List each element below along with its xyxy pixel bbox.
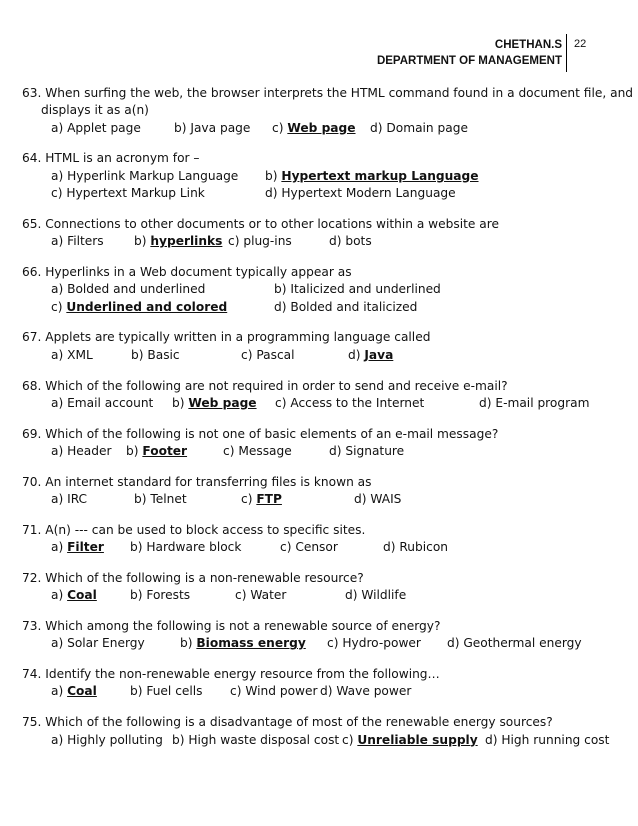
question-64	[22, 150, 622, 202]
option-b: b) Italicized and underlined	[274, 282, 441, 297]
options-row	[22, 587, 622, 604]
question-text-cont: displays it as a(n)	[41, 103, 149, 118]
options-row-2	[22, 299, 622, 316]
option-d: d) Signature	[329, 444, 405, 459]
question-text: 73. Which among the following is not a renewable source of energy?	[22, 618, 441, 633]
correct-answer: Web page	[287, 120, 356, 135]
page-header	[377, 37, 562, 69]
option-c: c) Hypertext Markup Link	[51, 186, 205, 201]
question-68	[22, 378, 622, 413]
option-a: a) Coal	[51, 588, 97, 603]
option-d: d) WAIS	[354, 492, 402, 507]
option-d: d) High running cost	[485, 732, 610, 747]
question-text: 68. Which of the following are not required in order to send and receive e-mail?	[22, 378, 508, 393]
option-b: b) Basic	[131, 347, 180, 362]
option-d: d) Bolded and italicized	[274, 299, 418, 314]
question-text: 74. Identify the non-renewable energy resource from the following…	[22, 667, 440, 682]
option-b: b) Biomass energy	[180, 636, 306, 651]
options-row	[22, 443, 622, 460]
question-list	[22, 85, 634, 762]
option-c: c) Message	[223, 444, 292, 459]
option-d: d) bots	[329, 234, 372, 249]
question-text: 67. Applets are typically written in a programming language called	[22, 330, 431, 345]
options-row-1	[22, 281, 622, 298]
option-a: a) Coal	[51, 684, 97, 699]
options-row	[22, 635, 622, 652]
correct-answer: Coal	[67, 588, 97, 603]
department-name: DEPARTMENT OF MANAGEMENT	[376, 55, 562, 67]
question-text: 71. A(n) --- can be used to block access to specific sites.	[22, 522, 366, 537]
option-b: b) Footer	[126, 444, 188, 459]
options-row	[22, 732, 622, 749]
question-66	[22, 264, 622, 316]
option-c: c) Wind power	[230, 684, 318, 699]
correct-answer: FTP	[256, 492, 282, 507]
option-a: a) Filters	[51, 234, 104, 249]
option-c: c) Underlined and colored	[51, 299, 228, 314]
correct-answer: Underlined and colored	[66, 299, 228, 314]
option-c: c) Unreliable supply	[342, 732, 478, 747]
options-row	[22, 347, 622, 364]
question-text: 70. An internet standard for transferring files is known as	[22, 474, 372, 489]
question-67	[22, 329, 622, 364]
question-text: 66. Hyperlinks in a Web document typically appear as	[22, 265, 352, 280]
correct-answer: Hypertext markup Language	[281, 168, 479, 183]
header-divider	[566, 34, 567, 72]
option-d: d) Geothermal energy	[447, 636, 582, 651]
correct-answer: Web page	[188, 395, 257, 410]
correct-answer: Coal	[67, 684, 97, 699]
option-b: b) hyperlinks	[134, 234, 223, 249]
option-b: b) Java page	[174, 120, 251, 135]
option-c: c) Access to the Internet	[275, 395, 425, 410]
option-a: a) Solar Energy	[51, 636, 145, 651]
option-a: a) Header	[51, 444, 112, 459]
correct-answer: Unreliable supply	[357, 732, 478, 747]
option-a: a) Bolded and underlined	[51, 282, 206, 297]
question-70	[22, 474, 622, 509]
option-c: c) plug-ins	[228, 234, 292, 249]
option-b: b) Hypertext markup Language	[265, 168, 479, 183]
correct-answer: hyperlinks	[150, 234, 223, 249]
question-text: 75. Which of the following is a disadvantage of most of the renewable energy sources?	[22, 715, 553, 730]
option-a: a) Hyperlink Markup Language	[51, 168, 239, 183]
options-row	[22, 683, 622, 700]
option-c: c) Hydro-power	[327, 636, 421, 651]
question-72	[22, 570, 622, 605]
question-71	[22, 522, 622, 557]
question-text: 63. When surfing the web, the browser interprets the HTML command found in a document file, and	[22, 86, 634, 100]
option-c: c) Censor	[280, 540, 338, 555]
correct-answer: Footer	[142, 444, 188, 459]
option-a: a) Email account	[51, 395, 154, 410]
options-row	[22, 395, 622, 412]
option-c: c) Water	[235, 588, 287, 603]
option-d: d) E-mail program	[479, 395, 590, 410]
question-63	[22, 85, 634, 137]
options-row-2	[22, 185, 622, 202]
question-73	[22, 618, 622, 653]
question-text: 64. HTML is an acronym for –	[22, 151, 200, 166]
option-c: c) FTP	[241, 492, 282, 507]
option-b: b) High waste disposal cost	[172, 732, 340, 747]
option-c: c) Pascal	[241, 347, 295, 362]
question-text: 72. Which of the following is a non-renewable resource?	[22, 570, 364, 585]
question-75	[22, 714, 622, 749]
option-d: d) Domain page	[370, 120, 468, 135]
page-number: 22	[574, 38, 587, 50]
correct-answer: Biomass energy	[196, 636, 306, 651]
option-b: b) Web page	[172, 395, 257, 410]
correct-answer: Java	[364, 347, 394, 362]
options-row-1	[22, 168, 622, 185]
option-d: d) Rubicon	[383, 540, 449, 555]
options-row	[22, 233, 622, 250]
question-69	[22, 426, 622, 461]
option-d: d) Hypertext Modern Language	[265, 186, 456, 201]
options-row	[22, 491, 622, 508]
question-text: 65. Connections to other documents or to other locations within a website are	[22, 216, 499, 231]
option-a: a) XML	[51, 347, 93, 362]
option-b: b) Hardware block	[130, 540, 242, 555]
option-b: b) Fuel cells	[130, 684, 203, 699]
question-text: 69. Which of the following is not one of basic elements of an e-mail message?	[22, 426, 499, 441]
option-d: d) Java	[348, 347, 394, 362]
option-a: a) Applet page	[51, 120, 141, 135]
options-row	[22, 539, 622, 556]
option-b: b) Telnet	[134, 492, 187, 507]
option-b: b) Forests	[130, 588, 191, 603]
options-row	[22, 120, 622, 137]
option-d: d) Wildlife	[345, 588, 407, 603]
option-a: a) IRC	[51, 492, 88, 507]
correct-answer: Filter	[67, 540, 104, 555]
author-name: CHETHAN.S	[494, 39, 562, 51]
option-a: a) Filter	[51, 540, 104, 555]
option-d: d) Wave power	[320, 684, 412, 699]
option-a: a) Highly polluting	[51, 732, 163, 747]
question-74	[22, 666, 622, 701]
question-65	[22, 216, 622, 251]
option-c: c) Web page	[272, 120, 356, 135]
